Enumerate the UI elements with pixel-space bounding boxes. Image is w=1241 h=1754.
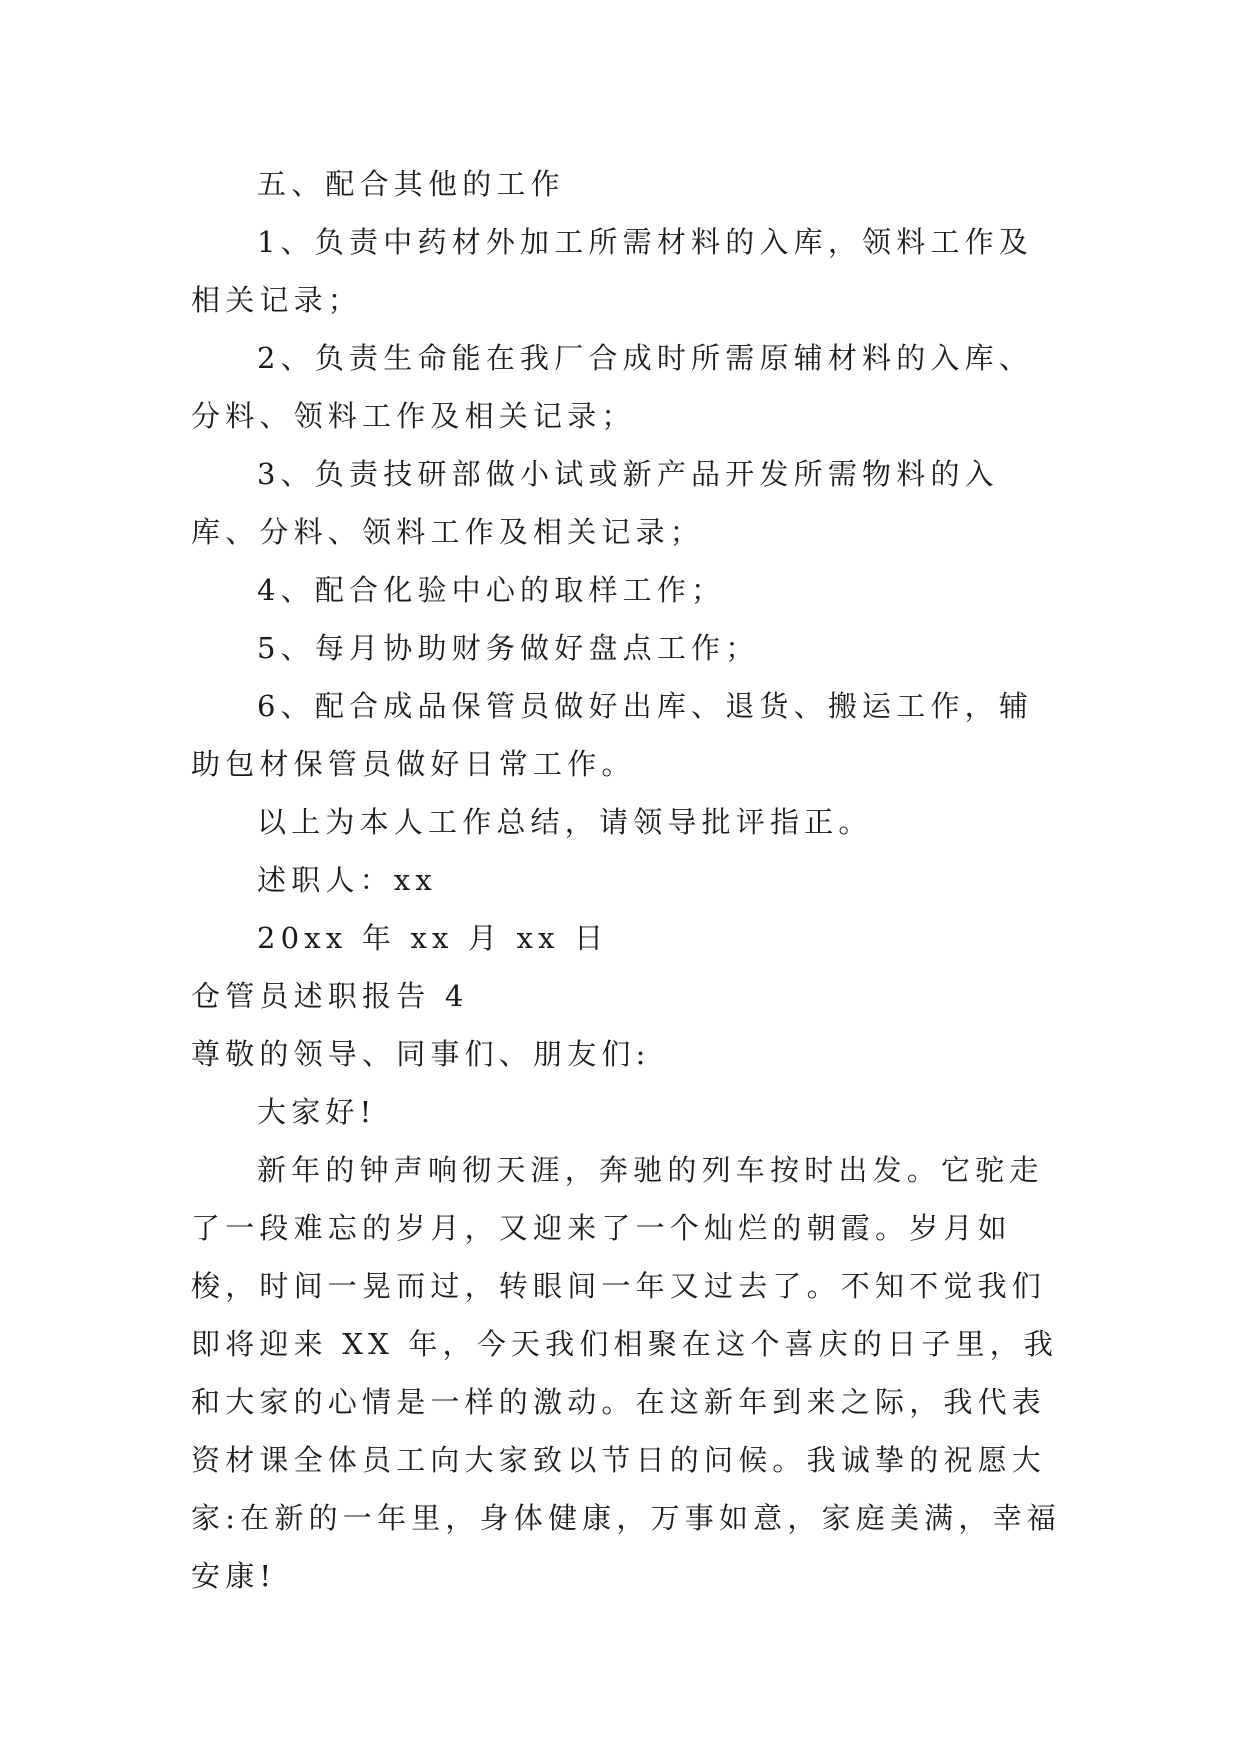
document-body [191, 155, 1061, 1605]
salutation: 尊敬的领导、同事们、朋友们: [191, 1037, 651, 1071]
list-item-1: 1、负责中药材外加工所需材料的入库，领料工作及相关记录； [191, 225, 1034, 317]
list-item-6: 6、配合成品保管员做好出库、退货、搬运工作，辅助包材保管员做好日常工作。 [191, 689, 1034, 781]
list-item-5: 5、每月协助财务做好盘点工作； [257, 631, 760, 665]
section-heading: 五、配合其他的工作 [257, 167, 565, 201]
list-item-4: 4、配合化验中心的取样工作； [257, 573, 726, 607]
closing-statement: 以上为本人工作总结，请领导批评指正。 [257, 805, 873, 839]
list-item-2: 2、负责生命能在我厂合成时所需原辅材料的入库、分料、领料工作及相关记录； [191, 341, 1034, 433]
greeting: 大家好! [257, 1095, 377, 1129]
signature-line: 述职人：xx [257, 863, 437, 897]
body-paragraph: 新年的钟声响彻天涯，奔驰的列车按时出发。它驼走了一段难忘的岁月，又迎来了一个灿烂的朝霞。岁月如梭，时间一晃而过，转眼间一年又过去了。不知不觉我们即将迎来 XX 年，今天我们相聚在这个喜庆的日子里，我和大家的心情是一样的激动。在这新年到来之际，我代表资材课全体员工向大家致以节日的问候。我诚挚的祝愿大家:在新的一年里，身体健康，万事如意，家庭美满，幸福安康! [191, 1153, 1061, 1593]
list-item-3: 3、负责技研部做小试或新产品开发所需物料的入库、分料、领料工作及相关记录； [191, 457, 999, 549]
report-title: 仓管员述职报告 4 [191, 979, 469, 1013]
date-line: 20xx 年 xx 月 xx 日 [257, 921, 609, 955]
